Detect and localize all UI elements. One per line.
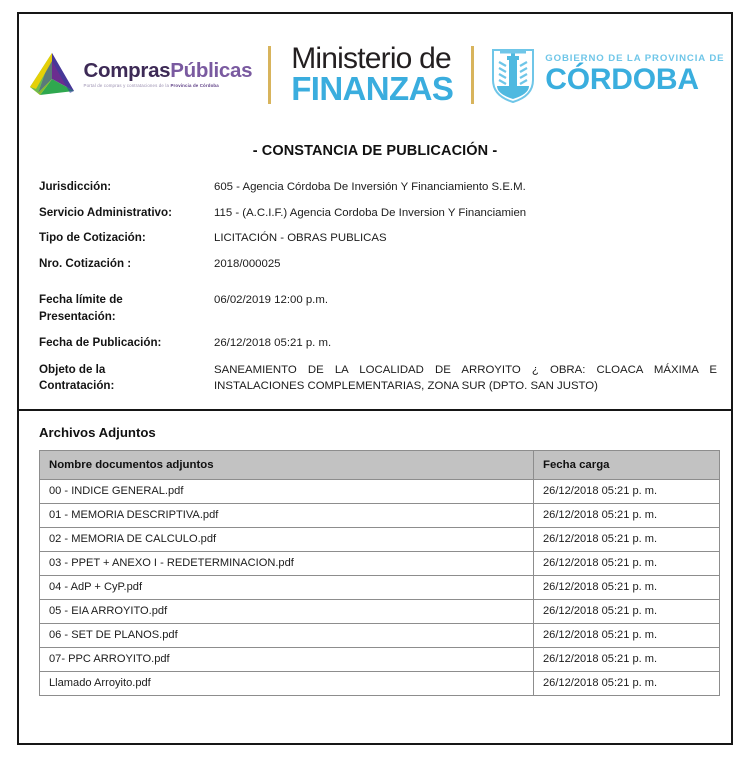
ministerio-line1: Ministerio de: [291, 41, 451, 75]
cordoba-line1: GOBIERNO DE LA PROVINCIA DE: [545, 52, 725, 64]
triangular-prism-logo-icon: [26, 49, 78, 101]
ministerio-finanzas-logo: [271, 41, 471, 108]
field-fecha-publicacion: [39, 335, 717, 352]
publicas-word: Públicas: [170, 58, 253, 82]
ministerio-line2: FINANZAS: [291, 70, 454, 108]
attachments-section: [19, 425, 731, 696]
compras-publicas-title: [83, 58, 253, 82]
file-date-cell: 26/12/2018 05:21 p. m.: [534, 479, 720, 503]
file-date-cell: 26/12/2018 05:21 p. m.: [534, 623, 720, 647]
gobierno-cordoba-logo: [474, 46, 724, 104]
section-divider: [19, 409, 731, 411]
field-label-line2: Presentación:: [39, 309, 116, 323]
compras-publicas-subtitle: Portal de compras y contrataciones de la Provincia de Córdoba: [83, 83, 219, 89]
field-label-line1: Fecha límite de: [39, 293, 123, 307]
field-value: 26/12/2018 05:21 p. m.: [214, 337, 332, 350]
field-value: LICITACIÓN - OBRAS PUBLICAS: [214, 232, 387, 245]
detail-fields: [19, 179, 731, 395]
field-group-spacer: [39, 282, 717, 292]
table-row[interactable]: [40, 671, 720, 695]
table-row[interactable]: [40, 503, 720, 527]
field-tipo-cotizacion: [39, 230, 717, 247]
attachments-table-body: [40, 479, 720, 695]
document-page: [17, 12, 733, 745]
field-value: 605 - Agencia Córdoba De Inversión Y Financiamiento S.E.M.: [214, 181, 526, 193]
file-name-cell[interactable]: 06 - SET DE PLANOS.pdf: [40, 623, 534, 647]
compras-publicas-wordmark: [83, 58, 253, 89]
attachments-heading: Archivos Adjuntos: [39, 424, 156, 440]
cordoba-line2: CÓRDOBA: [545, 63, 699, 97]
file-name-cell[interactable]: 07- PPC ARROYITO.pdf: [40, 647, 534, 671]
field-fecha-limite-presentacion: [39, 292, 717, 325]
field-value: 115 - (A.C.I.F.) Agencia Cordoba De Inversion Y Financiamien: [214, 206, 527, 219]
table-row[interactable]: [40, 575, 720, 599]
field-label: [39, 292, 214, 325]
field-label: Jurisdicción:: [39, 180, 112, 193]
file-date-cell: 26/12/2018 05:21 p. m.: [534, 599, 720, 623]
file-date-cell: 26/12/2018 05:21 p. m.: [534, 647, 720, 671]
file-name-cell[interactable]: Llamado Arroyito.pdf: [40, 671, 534, 695]
field-jurisdiccion: [39, 179, 717, 196]
file-date-cell: 26/12/2018 05:21 p. m.: [534, 503, 720, 527]
column-header-name: Nombre documentos adjuntos: [40, 450, 534, 479]
table-row[interactable]: [40, 479, 720, 503]
compras-publicas-logo: [26, 49, 269, 101]
file-date-cell: 26/12/2018 05:21 p. m.: [534, 527, 720, 551]
field-label: Fecha de Publicación:: [39, 336, 162, 350]
header-logo-band: [19, 14, 731, 131]
table-row[interactable]: [40, 527, 720, 551]
file-name-cell[interactable]: 00 - INDICE GENERAL.pdf: [40, 479, 534, 503]
file-date-cell: 26/12/2018 05:21 p. m.: [534, 551, 720, 575]
field-value: 06/02/2019 12:00 p.m.: [214, 294, 328, 307]
table-row[interactable]: [40, 647, 720, 671]
file-date-cell: 26/12/2018 05:21 p. m.: [534, 671, 720, 695]
field-label: Servicio Administrativo:: [39, 205, 172, 219]
compras-word: Compras: [83, 58, 171, 82]
field-value: 2018/000025: [214, 257, 281, 270]
table-row[interactable]: [40, 623, 720, 647]
cordoba-coat-of-arms-shield-icon: [490, 46, 536, 104]
field-label: [39, 362, 214, 395]
field-label-line1: Objeto de la: [39, 362, 106, 376]
field-servicio-administrativo: [39, 205, 717, 222]
file-name-cell[interactable]: 01 - MEMORIA DESCRIPTIVA.pdf: [40, 503, 534, 527]
field-value: SANEAMIENTO DE LA LOCALIDAD DE ARROYITO ¿ OBRA: CLOACA MÁXIMA E INSTALACIONES COMPLEMENTARIAS, ZONA SUR (DPTO. SAN JUSTO): [214, 363, 717, 393]
table-row[interactable]: [40, 551, 720, 575]
field-objeto-contratacion: [39, 362, 717, 395]
field-nro-cotizacion: [39, 256, 717, 273]
attachments-table: [39, 450, 720, 696]
file-name-cell[interactable]: 05 - EIA ARROYITO.pdf: [40, 599, 534, 623]
file-name-cell[interactable]: 02 - MEMORIA DE CALCULO.pdf: [40, 527, 534, 551]
table-row[interactable]: [40, 599, 720, 623]
file-date-cell: 26/12/2018 05:21 p. m.: [534, 575, 720, 599]
file-name-cell[interactable]: 03 - PPET + ANEXO I - REDETERMINACION.pdf: [40, 551, 534, 575]
column-header-date: Fecha carga: [534, 450, 720, 479]
cordoba-wordmark: [545, 54, 724, 96]
table-header-row: [40, 450, 720, 479]
field-label: Tipo de Cotización:: [39, 231, 146, 245]
field-label-line2: Contratación:: [39, 379, 115, 393]
field-label: Nro. Cotización :: [39, 256, 132, 270]
file-name-cell[interactable]: 04 - AdP + CyP.pdf: [40, 575, 534, 599]
page-title: - CONSTANCIA DE PUBLICACIÓN -: [252, 143, 498, 159]
